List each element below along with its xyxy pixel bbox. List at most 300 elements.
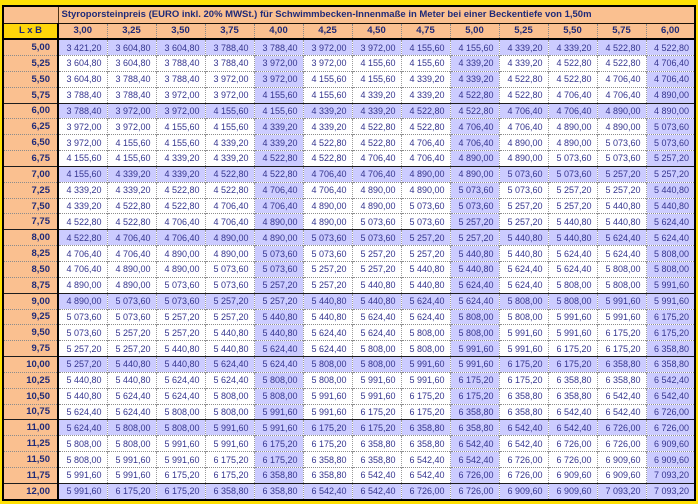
price-cell: 5 257,20 [156,325,205,341]
table-row [3,467,695,483]
price-cell: 6 358,80 [597,372,646,388]
price-cell: 6 175,20 [548,357,597,373]
price-cell: 4 339,20 [450,71,499,87]
table-row [3,182,695,198]
price-cell: 5 624,40 [646,230,695,246]
price-cell: 4 522,80 [107,214,156,230]
price-cell: 4 706,40 [254,182,303,198]
price-cell: 4 155,60 [254,87,303,103]
price-cell: 5 257,20 [597,166,646,182]
price-cell: 5 808,00 [107,420,156,436]
price-cell: 5 257,20 [205,309,254,325]
price-cell: 3 972,00 [352,39,401,56]
column-header: 5,50 [548,23,597,39]
price-cell: 6 726,00 [401,483,450,500]
price-cell: 5 991,60 [254,420,303,436]
price-cell: 6 175,20 [597,341,646,357]
row-header: 5,25 [3,56,58,72]
price-cell: 5 073,60 [499,182,548,198]
row-header: 8,00 [3,230,58,246]
price-cell: 6 175,20 [205,452,254,468]
price-cell: 5 440,80 [401,277,450,293]
price-cell: 6 175,20 [450,372,499,388]
price-cell: 4 522,80 [499,87,548,103]
price-cell: 4 706,40 [597,87,646,103]
price-cell: 6 175,20 [499,357,548,373]
price-cell: 4 890,00 [107,261,156,277]
price-cell: 5 257,20 [58,357,107,373]
table-row [3,87,695,103]
price-cell: 4 339,20 [205,135,254,151]
price-cell: 5 808,00 [205,388,254,404]
price-cell: 5 440,80 [107,372,156,388]
price-cell: 5 073,60 [254,246,303,262]
price-cell: 5 808,00 [646,261,695,277]
price-cell: 4 522,80 [646,39,695,56]
price-cell: 5 073,60 [499,166,548,182]
column-header-row [3,23,695,39]
price-cell: 7 093,20 [646,467,695,483]
price-cell: 6 726,00 [450,483,499,500]
price-cell: 6 542,40 [597,404,646,420]
price-cell: 4 890,00 [499,135,548,151]
price-cell: 5 257,20 [597,182,646,198]
price-cell: 6 175,20 [352,404,401,420]
price-cell: 5 808,00 [499,309,548,325]
price-cell: 4 890,00 [450,151,499,167]
price-cell: 4 890,00 [352,198,401,214]
price-cell: 5 440,80 [352,277,401,293]
row-header: 8,75 [3,277,58,293]
row-header: 7,50 [3,198,58,214]
price-cell: 5 624,40 [401,293,450,309]
price-cell: 5 440,80 [499,230,548,246]
price-cell: 5 624,40 [548,261,597,277]
column-header: 5,25 [499,23,548,39]
price-cell: 4 522,80 [58,214,107,230]
price-cell: 5 440,80 [303,309,352,325]
row-header: 8,50 [3,261,58,277]
price-cell: 5 073,60 [401,198,450,214]
price-cell: 5 991,60 [499,341,548,357]
price-cell: 5 991,60 [205,420,254,436]
table-row [3,436,695,452]
price-cell: 6 542,40 [352,467,401,483]
table-row [3,71,695,87]
price-cell: 5 808,00 [205,404,254,420]
price-cell: 5 991,60 [352,372,401,388]
column-header: 4,75 [401,23,450,39]
price-cell: 5 808,00 [548,277,597,293]
price-cell: 5 624,40 [499,277,548,293]
price-cell: 5 073,60 [548,151,597,167]
price-cell: 4 890,00 [156,261,205,277]
price-cell: 6 909,60 [646,452,695,468]
price-cell: 3 972,00 [254,56,303,72]
row-header: 11,25 [3,436,58,452]
row-header: 10,50 [3,388,58,404]
price-cell: 6 358,80 [401,420,450,436]
row-header: 6,50 [3,135,58,151]
price-cell: 3 972,00 [205,87,254,103]
price-cell: 5 991,60 [107,467,156,483]
row-header: 9,25 [3,309,58,325]
price-cell: 4 155,60 [303,87,352,103]
price-cell: 6 358,80 [450,404,499,420]
table-row [3,325,695,341]
price-cell: 6 726,00 [646,420,695,436]
price-cell: 4 706,40 [548,103,597,119]
table-row [3,309,695,325]
price-cell: 5 257,20 [548,182,597,198]
price-cell: 5 073,60 [548,166,597,182]
row-header: 5,75 [3,87,58,103]
price-cell: 4 890,00 [450,166,499,182]
price-cell: 6 542,40 [450,436,499,452]
price-cell: 6 542,40 [401,467,450,483]
price-cell: 4 339,20 [303,119,352,135]
price-cell: 5 440,80 [303,293,352,309]
table-title: Styroporsteinpreis (EURO inkl. 20% MWSt.) für Schwimmbecken-Innenmaße in Meter bei einer Beckentiefe von 1,50m [58,6,695,23]
row-header: 7,25 [3,182,58,198]
price-cell: 5 624,40 [303,341,352,357]
table-row [3,388,695,404]
price-cell: 5 440,80 [205,341,254,357]
title-corner-blank [3,6,58,23]
row-header: 8,25 [3,246,58,262]
price-cell: 5 257,20 [107,341,156,357]
price-cell: 4 890,00 [58,293,107,309]
price-cell: 4 522,80 [499,71,548,87]
price-cell: 6 726,00 [450,467,499,483]
table-row [3,230,695,246]
price-cell: 5 624,40 [548,246,597,262]
price-cell: 5 808,00 [107,436,156,452]
price-cell: 5 991,60 [450,341,499,357]
price-cell: 5 624,40 [254,357,303,373]
price-cell: 4 522,80 [156,198,205,214]
price-cell: 6 726,00 [548,452,597,468]
price-cell: 5 624,40 [597,246,646,262]
price-cell: 5 440,80 [254,309,303,325]
price-cell: 5 991,60 [597,309,646,325]
price-cell: 4 890,00 [58,277,107,293]
price-cell: 4 706,40 [205,214,254,230]
price-cell: 4 522,80 [303,135,352,151]
price-cell: 5 808,00 [156,420,205,436]
price-cell: 3 604,80 [107,39,156,56]
price-cell: 4 522,80 [254,166,303,182]
price-cell: 4 339,20 [156,166,205,182]
price-cell: 5 073,60 [597,135,646,151]
price-cell: 6 175,20 [548,341,597,357]
price-cell: 4 706,40 [303,182,352,198]
price-cell: 5 440,80 [548,230,597,246]
price-cell: 6 358,80 [254,467,303,483]
price-cell: 5 440,80 [58,372,107,388]
price-cell: 3 972,00 [156,103,205,119]
table-row [3,277,695,293]
price-cell: 6 358,80 [597,357,646,373]
price-cell: 5 808,00 [646,246,695,262]
table-row [3,357,695,373]
price-cell: 5 624,40 [107,388,156,404]
price-cell: 5 991,60 [450,357,499,373]
price-cell: 4 155,60 [352,56,401,72]
table-row [3,39,695,56]
price-cell: 5 073,60 [646,119,695,135]
price-cell: 5 808,00 [303,357,352,373]
price-cell: 5 808,00 [548,293,597,309]
price-cell: 4 706,40 [352,166,401,182]
price-cell: 4 155,60 [205,119,254,135]
price-cell: 4 522,80 [548,56,597,72]
column-header: 3,25 [107,23,156,39]
price-cell: 5 073,60 [352,230,401,246]
price-cell: 5 440,80 [156,341,205,357]
price-cell: 6 175,20 [499,372,548,388]
price-cell: 5 808,00 [58,436,107,452]
price-cell: 4 339,20 [254,135,303,151]
price-cell: 4 890,00 [401,166,450,182]
price-cell: 4 706,40 [450,119,499,135]
table-row [3,214,695,230]
price-cell: 4 155,60 [450,39,499,56]
price-cell: 5 257,20 [450,214,499,230]
price-cell: 4 522,80 [401,119,450,135]
price-cell: 3 604,80 [156,39,205,56]
price-cell: 5 624,40 [205,357,254,373]
price-cell: 5 073,60 [205,261,254,277]
table-row [3,372,695,388]
price-cell: 3 788,40 [156,71,205,87]
price-cell: 4 339,20 [499,56,548,72]
price-cell: 6 175,20 [597,325,646,341]
row-header: 10,00 [3,357,58,373]
price-cell: 6 909,60 [597,467,646,483]
price-cell: 5 624,40 [303,325,352,341]
price-cell: 6 542,40 [499,420,548,436]
price-cell: 6 175,20 [303,420,352,436]
price-cell: 6 175,20 [254,452,303,468]
price-cell: 4 339,20 [58,182,107,198]
price-cell: 5 257,20 [548,198,597,214]
price-cell: 4 890,00 [597,103,646,119]
price-cell: 5 257,20 [352,261,401,277]
price-cell: 6 358,80 [352,452,401,468]
price-cell: 5 808,00 [58,452,107,468]
price-cell: 5 991,60 [107,452,156,468]
price-cell: 6 358,80 [499,388,548,404]
price-cell: 4 339,20 [352,103,401,119]
corner-header-lxb: L x B [3,23,58,39]
price-cell: 3 972,00 [303,39,352,56]
row-header: 11,00 [3,420,58,436]
price-cell: 4 890,00 [352,182,401,198]
price-cell: 4 890,00 [156,246,205,262]
price-cell: 5 624,40 [401,309,450,325]
price-cell: 7 093,20 [597,483,646,500]
price-cell: 5 808,00 [450,309,499,325]
price-cell: 6 909,60 [548,467,597,483]
price-cell: 5 073,60 [303,230,352,246]
price-cell: 3 604,80 [107,56,156,72]
price-cell: 5 257,20 [156,309,205,325]
row-header: 12,00 [3,483,58,500]
price-cell: 4 155,60 [107,151,156,167]
row-header: 9,50 [3,325,58,341]
price-cell: 6 542,40 [303,483,352,500]
price-cell: 5 257,20 [254,277,303,293]
price-cell: 5 991,60 [58,467,107,483]
row-header: 6,75 [3,151,58,167]
price-cell: 4 706,40 [156,230,205,246]
price-cell: 4 890,00 [646,103,695,119]
price-cell: 5 624,40 [499,261,548,277]
price-cell: 4 706,40 [548,87,597,103]
price-cell: 4 522,80 [450,103,499,119]
price-cell: 4 706,40 [401,135,450,151]
price-cell: 6 175,20 [254,436,303,452]
price-cell: 5 991,60 [597,293,646,309]
price-cell: 6 175,20 [205,467,254,483]
price-cell: 4 706,40 [646,71,695,87]
price-cell: 4 890,00 [107,277,156,293]
price-cell: 5 073,60 [450,198,499,214]
price-cell: 3 972,00 [107,119,156,135]
price-cell: 3 972,00 [156,87,205,103]
price-cell: 4 339,20 [352,87,401,103]
price-cell: 3 788,40 [58,87,107,103]
price-cell: 3 788,40 [205,39,254,56]
price-cell: 4 890,00 [205,246,254,262]
price-cell: 6 542,40 [450,452,499,468]
price-cell: 4 155,60 [58,151,107,167]
price-cell: 4 522,80 [352,119,401,135]
price-cell: 4 522,80 [254,151,303,167]
row-header: 7,00 [3,166,58,182]
price-cell: 6 175,20 [401,404,450,420]
price-cell: 6 542,40 [499,436,548,452]
price-cell: 5 073,60 [205,277,254,293]
price-cell: 5 624,40 [156,388,205,404]
price-cell: 3 604,80 [58,56,107,72]
price-cell: 6 542,40 [597,388,646,404]
price-cell: 3 972,00 [205,71,254,87]
row-header: 6,00 [3,103,58,119]
price-cell: 4 890,00 [597,119,646,135]
price-cell: 5 073,60 [58,325,107,341]
price-cell: 4 155,60 [352,71,401,87]
row-header: 11,75 [3,467,58,483]
price-cell: 5 808,00 [303,372,352,388]
price-cell: 5 440,80 [205,325,254,341]
price-cell: 5 624,40 [156,372,205,388]
price-cell: 5 808,00 [156,404,205,420]
price-cell: 4 890,00 [646,87,695,103]
price-cell: 6 358,80 [303,467,352,483]
price-cell: 5 073,60 [58,309,107,325]
price-cell: 5 624,40 [205,372,254,388]
price-cell: 6 358,80 [205,483,254,500]
price-cell: 5 073,60 [646,135,695,151]
price-cell: 4 339,20 [303,103,352,119]
price-cell: 6 358,80 [646,341,695,357]
price-cell: 5 257,20 [352,246,401,262]
price-cell: 4 339,20 [401,71,450,87]
price-cell: 6 909,60 [597,452,646,468]
price-cell: 6 358,80 [254,483,303,500]
price-cell: 4 706,40 [58,261,107,277]
price-cell: 4 339,20 [156,151,205,167]
price-cell: 6 542,40 [352,483,401,500]
price-cell: 3 604,80 [58,71,107,87]
price-cell: 4 706,40 [303,166,352,182]
price-cell: 5 624,40 [58,420,107,436]
price-cell: 4 155,60 [156,119,205,135]
price-cell: 5 440,80 [450,261,499,277]
row-header: 5,50 [3,71,58,87]
price-cell: 4 522,80 [156,182,205,198]
price-cell: 4 890,00 [548,135,597,151]
price-cell: 6 175,20 [401,388,450,404]
price-cell: 3 972,00 [107,103,156,119]
price-cell: 4 890,00 [303,198,352,214]
table-row [3,452,695,468]
price-cell: 5 257,20 [646,166,695,182]
price-cell: 4 339,20 [254,119,303,135]
price-cell: 5 257,20 [499,198,548,214]
table-row [3,420,695,436]
price-cell: 4 706,40 [450,135,499,151]
price-cell: 5 808,00 [352,341,401,357]
price-cell: 4 890,00 [254,214,303,230]
price-cell: 5 257,20 [107,325,156,341]
price-cell: 6 358,80 [450,420,499,436]
row-header: 7,75 [3,214,58,230]
table-row [3,293,695,309]
price-cell: 3 972,00 [58,119,107,135]
price-cell: 4 155,60 [303,71,352,87]
column-header: 4,25 [303,23,352,39]
price-cell: 5 073,60 [597,151,646,167]
price-cell: 5 257,20 [58,341,107,357]
price-cell: 3 972,00 [254,71,303,87]
price-cell: 4 706,40 [646,56,695,72]
price-cell: 5 808,00 [352,357,401,373]
price-cell: 5 991,60 [254,404,303,420]
price-cell: 5 073,60 [352,214,401,230]
price-cell: 5 991,60 [401,357,450,373]
price-cell: 6 909,60 [548,483,597,500]
price-cell: 6 175,20 [450,388,499,404]
price-cell: 4 155,60 [254,103,303,119]
price-table-body [3,39,695,500]
price-cell: 4 706,40 [156,214,205,230]
price-cell: 6 358,80 [548,388,597,404]
price-cell: 4 890,00 [401,182,450,198]
price-cell: 4 339,20 [450,56,499,72]
row-header: 11,50 [3,452,58,468]
price-cell: 4 522,80 [548,71,597,87]
price-cell: 6 175,20 [156,467,205,483]
table-row [3,56,695,72]
price-cell: 4 890,00 [499,151,548,167]
price-cell: 5 808,00 [254,388,303,404]
price-cell: 5 624,40 [352,325,401,341]
price-cell: 3 788,40 [254,39,303,56]
price-cell: 5 808,00 [597,261,646,277]
